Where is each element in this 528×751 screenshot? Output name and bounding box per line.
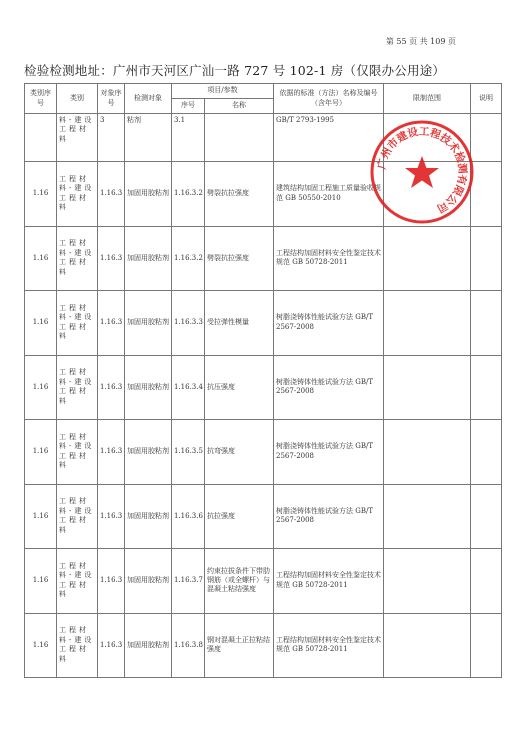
header-sequence: 序号 <box>172 99 205 114</box>
cell-standard: 工程结构加固材料安全性鉴定技术规范 GB 50728-2011 <box>274 613 384 678</box>
cell-test-object: 粘剂 <box>125 114 172 162</box>
cell-standard: 树脂浇铸体性能试验方法 GB/T 2567-2008 <box>274 291 384 356</box>
cell-object-number: 1.16.3 <box>98 355 125 420</box>
cell-limit-scope <box>384 226 471 291</box>
cell-parameter-name: 抗压强度 <box>205 355 274 420</box>
cell-note <box>471 162 502 227</box>
cell-object-number: 1.16.3 <box>98 162 125 227</box>
cell-note <box>471 549 502 614</box>
table-row <box>25 114 502 162</box>
header-name: 名称 <box>205 99 274 114</box>
cell-standard: 树脂浇铸体性能试验方法 GB/T 2567-2008 <box>274 420 384 485</box>
header-object-number: 对象序号 <box>98 84 125 114</box>
cell-sequence: 1.16.3.2 <box>172 162 205 227</box>
cell-category-number: 1.16 <box>25 226 57 291</box>
cell-note <box>471 114 502 162</box>
cell-note <box>471 420 502 485</box>
cell-parameter-name <box>205 114 274 162</box>
cell-note <box>471 226 502 291</box>
header-item-parameter: 项目/参数 <box>172 84 274 99</box>
header-limit-scope: 限制范围 <box>384 84 471 114</box>
cell-category: 工程材料-建设工程材料 <box>57 420 98 485</box>
cell-category-number: 1.16 <box>25 549 57 614</box>
cell-category-number: 1.16 <box>25 613 57 678</box>
cell-sequence: 1.16.3.6 <box>172 484 205 549</box>
cell-object-number: 1.16.3 <box>98 549 125 614</box>
cell-parameter-name: 受拉弹性模量 <box>205 291 274 356</box>
cell-parameter-name: 约束拉拔条件下带肋钢筋（或全螺杆）与混凝土粘结强度 <box>205 549 274 614</box>
cell-standard: 树脂浇铸体性能试验方法 GB/T 2567-2008 <box>274 484 384 549</box>
cell-category: 工程材料-建设工程材料 <box>57 162 98 227</box>
cell-limit-scope <box>384 355 471 420</box>
cell-standard: 建筑结构加固工程施工质量验收规范 GB 50550-2010 <box>274 162 384 227</box>
table-row <box>25 355 502 420</box>
header-standard: 依据的标准（方法）名称及编号（含年号） <box>274 84 384 114</box>
cell-note <box>471 355 502 420</box>
page-number: 第 55 页 共 109 页 <box>385 37 456 46</box>
cell-sequence: 1.16.3.2 <box>172 226 205 291</box>
cell-object-number: 1.16.3 <box>98 226 125 291</box>
cell-sequence: 1.16.3.3 <box>172 291 205 356</box>
cell-test-object: 加固用胶粘剂 <box>125 484 172 549</box>
cell-sequence: 3.1 <box>172 114 205 162</box>
cell-category: 工程材料-建设工程材料 <box>57 355 98 420</box>
seal-text: 广州市建设工程技术检测有限公司 <box>375 125 469 215</box>
cell-category-number: 1.16 <box>25 355 57 420</box>
cell-limit-scope <box>384 613 471 678</box>
cell-object-number: 3 <box>98 114 125 162</box>
table-row <box>25 291 502 356</box>
cell-parameter-name: 劈裂抗拉强度 <box>205 162 274 227</box>
cell-sequence: 1.16.3.4 <box>172 355 205 420</box>
cell-standard: GB/T 2793-1995 <box>274 114 384 162</box>
cell-category: 工程材料-建设工程材料 <box>57 291 98 356</box>
cell-parameter-name: 钢对混凝土正拉粘结强度 <box>205 613 274 678</box>
cell-limit-scope <box>384 420 471 485</box>
cell-limit-scope <box>384 114 471 162</box>
table-row <box>25 162 502 227</box>
cell-category-number: 1.16 <box>25 291 57 356</box>
cell-object-number: 1.16.3 <box>98 420 125 485</box>
header-category-number: 类别序号 <box>25 84 57 114</box>
testing-address: 检验检测地址：广州市天河区广汕一路 727 号 102-1 房（仅限办公用途） <box>24 63 446 78</box>
cell-category: 工程材料-建设工程材料 <box>57 226 98 291</box>
table-row <box>25 226 502 291</box>
cell-category: 工程材料-建设工程材料 <box>57 613 98 678</box>
cell-category: 工程材料-建设工程材料 <box>57 549 98 614</box>
cell-test-object: 加固用胶粘剂 <box>125 162 172 227</box>
cell-category-number: 1.16 <box>25 484 57 549</box>
cell-category-number: 1.16 <box>25 420 57 485</box>
header-category: 类别 <box>57 84 98 114</box>
cell-test-object: 加固用胶粘剂 <box>125 226 172 291</box>
cell-parameter-name: 劈裂抗拉强度 <box>205 226 274 291</box>
cell-limit-scope <box>384 484 471 549</box>
cell-note <box>471 484 502 549</box>
scope-table <box>24 83 502 678</box>
cell-parameter-name: 抗弯强度 <box>205 420 274 485</box>
cell-sequence: 1.16.3.5 <box>172 420 205 485</box>
cell-standard: 工程结构加固材料安全性鉴定技术规范 GB 50728-2011 <box>274 226 384 291</box>
table-row <box>25 549 502 614</box>
table-row <box>25 420 502 485</box>
table-row <box>25 484 502 549</box>
cell-object-number: 1.16.3 <box>98 613 125 678</box>
cell-object-number: 1.16.3 <box>98 291 125 356</box>
cell-limit-scope <box>384 291 471 356</box>
cell-test-object: 加固用胶粘剂 <box>125 291 172 356</box>
cell-category-number: 1.16 <box>25 162 57 227</box>
cell-object-number: 1.16.3 <box>98 484 125 549</box>
cell-standard: 树脂浇铸体性能试验方法 GB/T 2567-2008 <box>274 355 384 420</box>
cell-note <box>471 613 502 678</box>
cell-test-object: 加固用胶粘剂 <box>125 420 172 485</box>
cell-test-object: 加固用胶粘剂 <box>125 355 172 420</box>
cell-test-object: 加固用胶粘剂 <box>125 549 172 614</box>
cell-category-number <box>25 114 57 162</box>
cell-limit-scope <box>384 549 471 614</box>
cell-note <box>471 291 502 356</box>
cell-category: 料-建设工程材料 <box>57 114 98 162</box>
header-note: 说明 <box>471 84 502 114</box>
cell-category: 工程材料-建设工程材料 <box>57 484 98 549</box>
cell-standard: 工程结构加固材料安全性鉴定技术规范 GB 50728-2011 <box>274 549 384 614</box>
cell-parameter-name: 抗拉强度 <box>205 484 274 549</box>
header-test-object: 检测对象 <box>125 84 172 114</box>
cell-test-object: 加固用胶粘剂 <box>125 613 172 678</box>
cell-sequence: 1.16.3.7 <box>172 549 205 614</box>
cell-sequence: 1.16.3.8 <box>172 613 205 678</box>
table-row <box>25 613 502 678</box>
cell-limit-scope <box>384 162 471 227</box>
